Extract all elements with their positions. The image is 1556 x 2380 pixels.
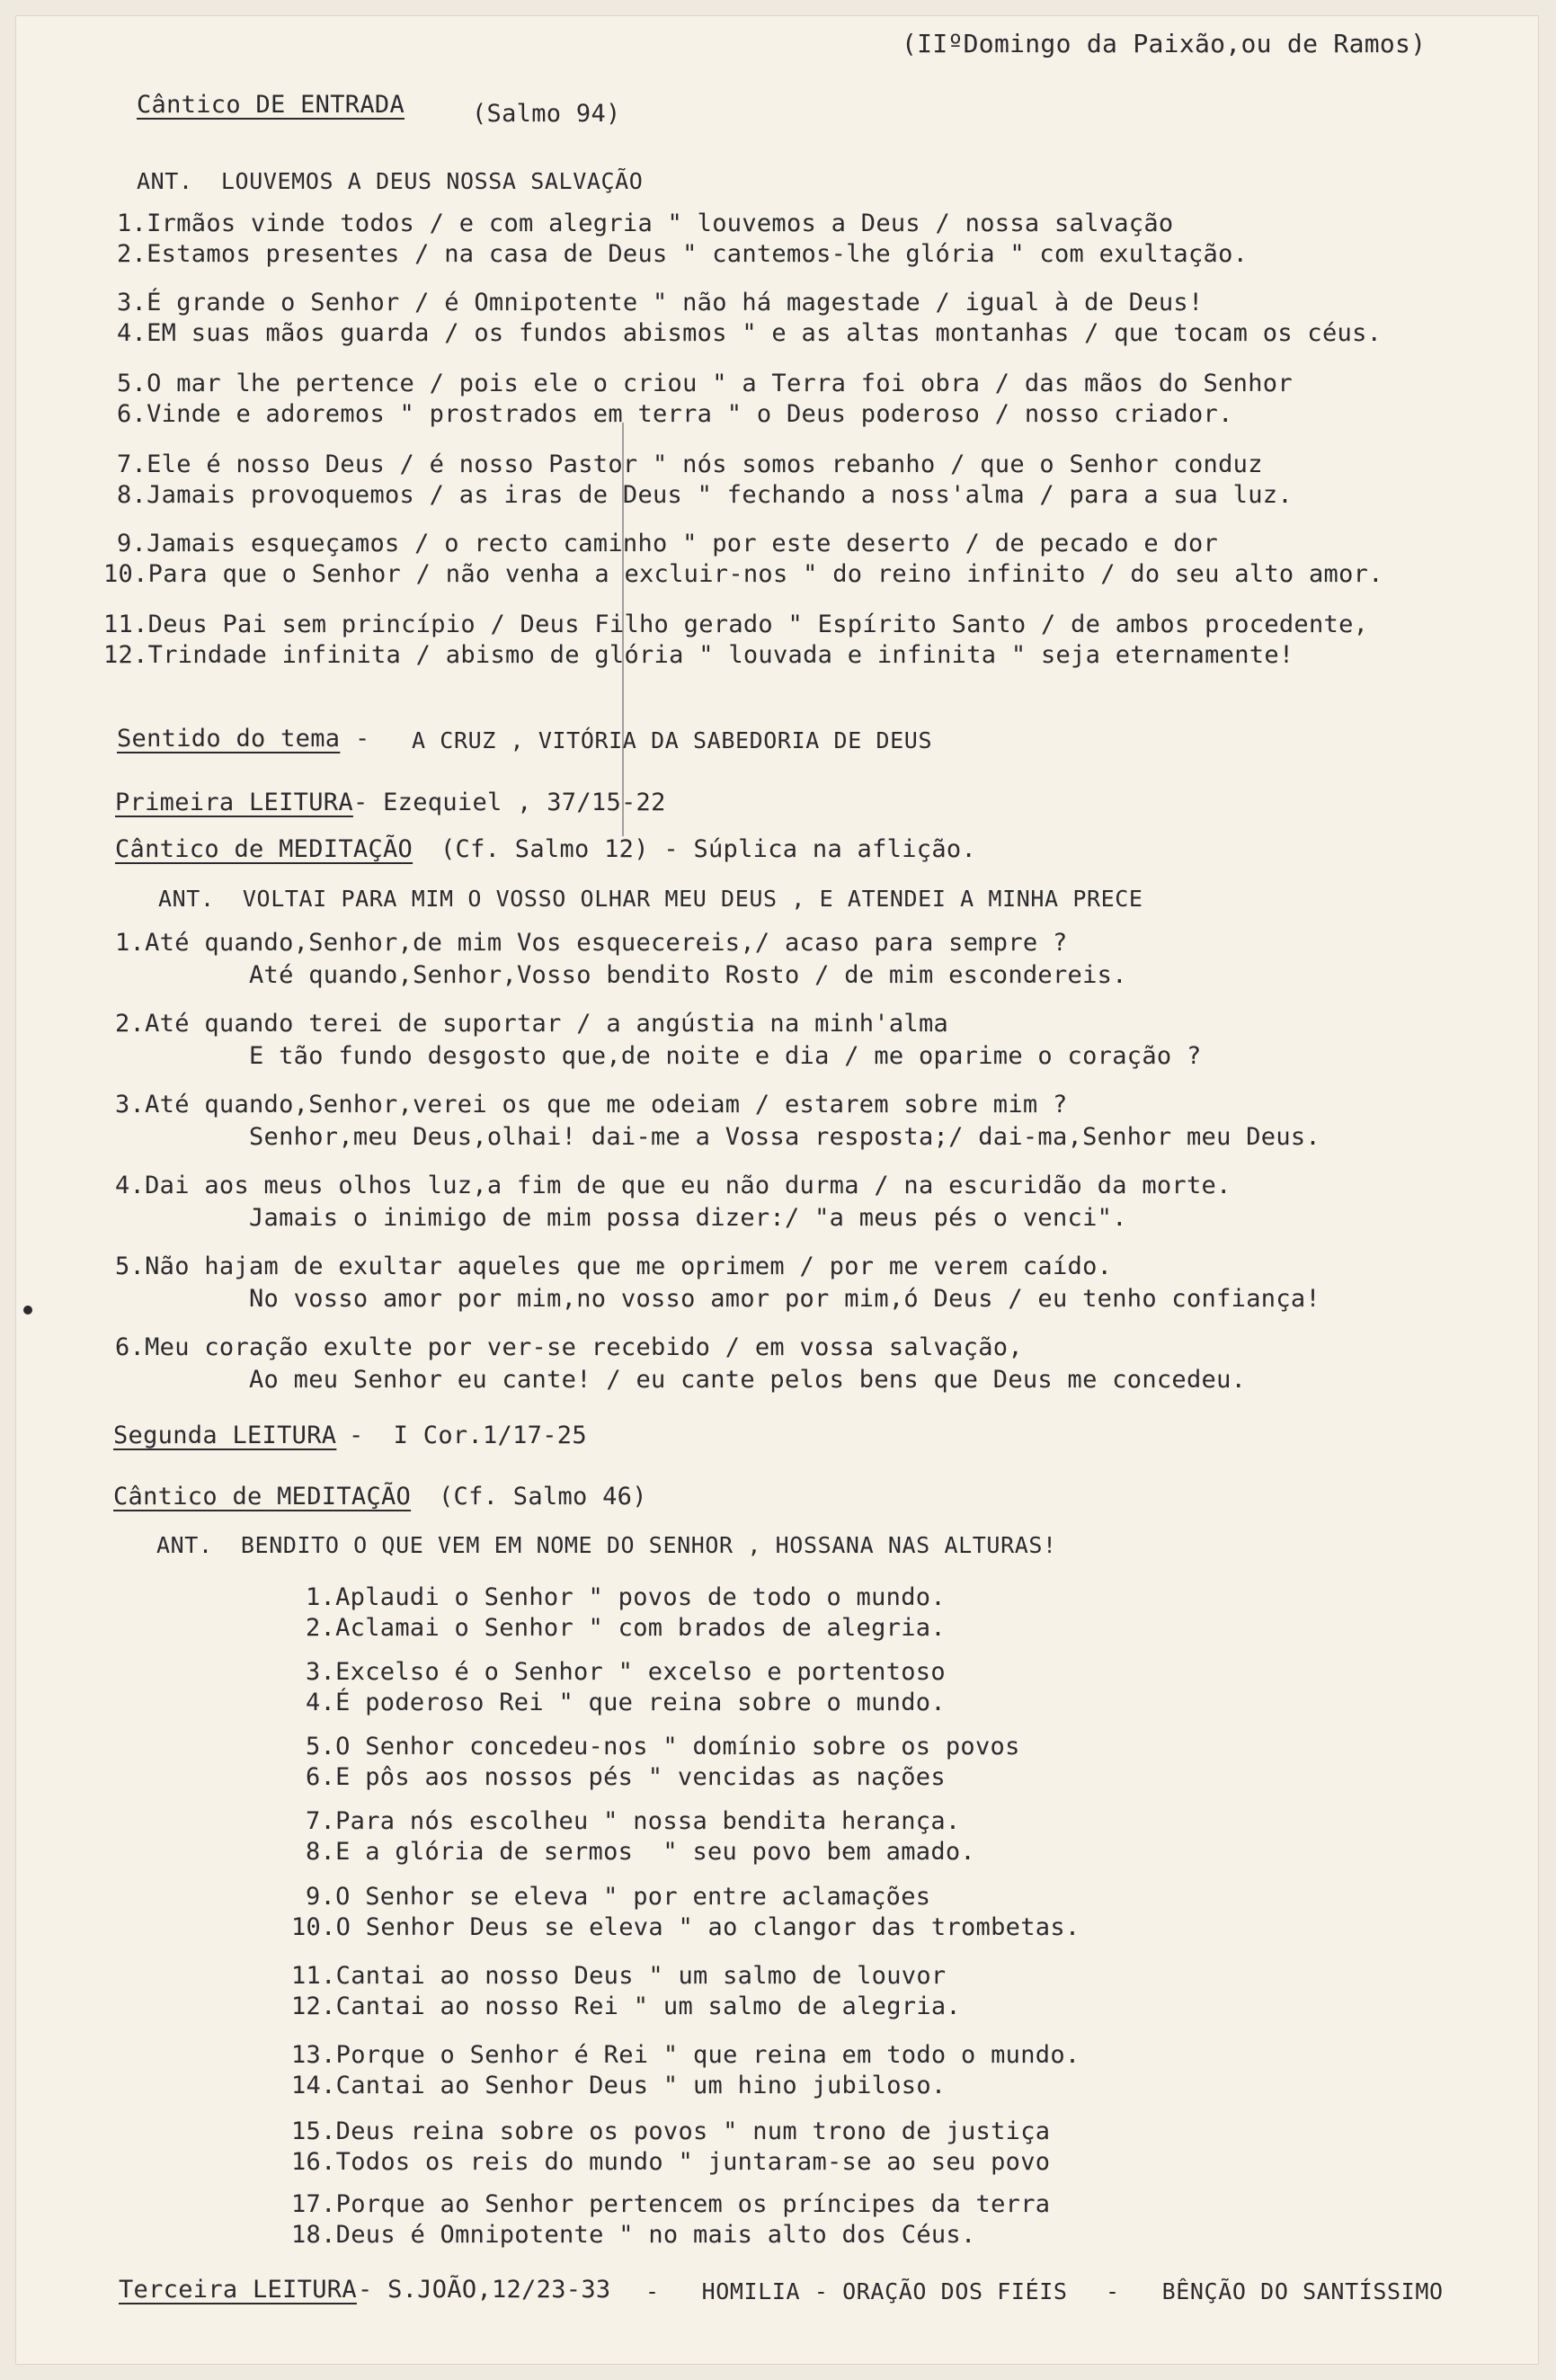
meditation1-label: Cântico de MEDITAÇÃO [115,835,413,863]
meditation1-antiphon: ANT. VOLTAI PARA MIM O VOSSO OLHAR MEU DEUS , E ATENDEI A MINHA PRECE [158,886,1143,912]
second-reading-label: Segunda LEITURA [113,1422,337,1449]
meditation2-antiphon: ANT. BENDITO O QUE VEM EM NOME DO SENHOR , HOSSANA NAS ALTURAS! [156,1532,1057,1558]
meditation2-verse: 17.Porque ao Senhor pertencem os príncipes da terra [291,2190,1051,2218]
ink-dot [23,1306,32,1315]
theme-dash: - [355,725,370,753]
meditation2-verse: 1.Aplaudi o Senhor " povos de todo o mundo. [306,1583,946,1611]
theme-text: A CRUZ , VITÓRIA DA SABEDORIA DE DEUS [412,727,933,753]
meditation1-verse: 1.Até quando,Senhor,de mim Vos esquecereis,/ acaso para sempre ? [115,929,1068,957]
meditation2-verse: 7.Para nós escolheu " nossa bendita herança. [306,1807,961,1835]
third-reading-ref: - S.JOÃO,12/23-33 [358,2276,611,2304]
meditation2-verse: 2.Aclamai o Senhor " com brados de alegria. [306,1614,946,1642]
entrance-verse: 8.Jamais provoquemos / as iras de Deus " fechando a noss'alma / para a sua luz. [117,481,1293,509]
third-reading-label: Terceira LEITURA [119,2276,357,2304]
meditation2-verse: 10.O Senhor Deus se eleva " ao clangor das trombetas. [291,1913,1080,1941]
occasion-title: (IIºDomingo da Paixão,ou de Ramos) [902,29,1427,58]
meditation2-verse: 15.Deus reina sobre os povos " num trono de justiça [291,2117,1051,2145]
meditation1-verse: E tão fundo desgosto que,de noite e dia / me oparime o coração ? [115,1042,1202,1070]
theme-label: Sentido do tema [117,725,341,753]
first-reading-label: Primeira LEITURA [115,789,353,816]
entrance-verse: 9.Jamais esqueçamos / o recto caminho " por este deserto / de pecado e dor [117,530,1219,557]
meditation2-verse: 14.Cantai ao Senhor Deus " um hino jubiloso. [291,2072,947,2099]
meditation2-verse: 18.Deus é Omnipotente " no mais alto dos Céus. [291,2221,976,2249]
entrance-verse: 1.Irmãos vinde todos / e com alegria " louvemos a Deus / nossa salvação [117,209,1174,237]
meditation2-verse: 12.Cantai ao nosso Rei " um salmo de alegria. [291,1992,961,2020]
entrance-verse: 4.EM suas mãos guarda / os fundos abismos " e as altas montanhas / que tocam os céus. [117,319,1383,347]
meditation1-verse: Senhor,meu Deus,olhai! dai-me a Vossa resposta;/ dai-ma,Senhor meu Deus. [115,1123,1320,1151]
meditation2-verse: 11.Cantai ao nosso Deus " um salmo de louvor [291,1962,947,1990]
entrance-verse: 12.Trindade infinita / abismo de glória " louvada e infinita " seja eternamente! [103,641,1294,669]
entrance-title: Cântico DE ENTRADA [137,91,405,119]
meditation2-verse: 5.O Senhor concedeu-nos " domínio sobre os povos [306,1733,1020,1760]
entrance-antiphon: ANT. LOUVEMOS A DEUS NOSSA SALVAÇÃO [137,168,644,194]
meditation1-verse: 3.Até quando,Senhor,verei os que me odeiam / estarem sobre mim ? [115,1091,1068,1119]
entrance-verse: 7.Ele é nosso Deus / é nosso Pastor " nós somos rebanho / que o Senhor conduz [117,450,1263,478]
first-reading-ref: - Ezequiel , 37/15-22 [353,789,666,816]
meditation2-verse: 13.Porque o Senhor é Rei " que reina em todo o mundo. [291,2041,1080,2069]
meditation1-verse: Ao meu Senhor eu cante! / eu cante pelos bens que Deus me concedeu. [115,1366,1247,1394]
blessing: - BÊNÇÃO DO SANTÍSSIMO [1106,2278,1444,2304]
entrance-verse: 3.É grande o Senhor / é Omnipotente " não há magestade / igual à de Deus! [117,289,1204,316]
meditation1-verse: Até quando,Senhor,Vosso bendito Rosto / de mim escondereis. [115,961,1127,989]
meditation1-verse: 6.Meu coração exulte por ver-se recebido / em vossa salvação, [115,1333,1023,1361]
meditation2-verse: 4.É poderoso Rei " que reina sobre o mundo. [306,1689,946,1716]
meditation1-verse: No vosso amor por mim,no vosso amor por mim,ó Deus / eu tenho confiança! [115,1285,1320,1313]
meditation2-verse: 16.Todos os reis do mundo " juntaram-se ao seu povo [291,2148,1051,2176]
meditation1-verse: Jamais o inimigo de mim possa dizer:/ "a meus pés o venci". [115,1204,1127,1232]
meditation1-verse: 5.Não hajam de exultar aqueles que me oprimem / por me verem caído. [115,1252,1113,1280]
meditation2-verse: 3.Excelso é o Senhor " excelso e portentoso [306,1658,946,1686]
meditation2-verse: 6.E pôs aos nossos pés " vencidas as nações [306,1763,946,1791]
entrance-psalm: (Salmo 94) [472,100,621,128]
meditation2-label: Cântico de MEDITAÇÃO [113,1483,412,1511]
entrance-verse: 6.Vinde e adoremos " prostrados em terra " o Deus poderoso / nosso criador. [117,400,1233,428]
second-reading-ref: - I Cor.1/17-25 [349,1422,587,1449]
meditation2-verse: 9.O Senhor se eleva " por entre aclamações [306,1883,931,1911]
entrance-verse: 10.Para que o Senhor / não venha a excluir-nos " do reino infinito / do seu alto amor. [103,560,1383,588]
entrance-verse: 11.Deus Pai sem princípio / Deus Filho gerado " Espírito Santo / de ambos procedente, [103,611,1369,638]
meditation1-verse: 4.Dai aos meus olhos luz,a fim de que eu não durma / na escuridão da morte. [115,1172,1231,1199]
homily-prayers: - HOMILIA - ORAÇÃO DOS FIÉIS [645,2278,1068,2304]
meditation1-ref: (Cf. Salmo 12) - Súplica na aflição. [440,835,976,863]
meditation1-verse: 2.Até quando terei de suportar / a angústia na minh'alma [115,1010,949,1038]
meditation2-ref: (Cf. Salmo 46) [439,1483,647,1511]
entrance-verse: 2.Estamos presentes / na casa de Deus " cantemos-lhe glória " com exultação. [117,240,1249,268]
entrance-verse: 5.O mar lhe pertence / pois ele o criou " a Terra foi obra / das mãos do Senhor [117,370,1293,397]
meditation2-verse: 8.E a glória de sermos " seu povo bem amado. [306,1838,975,1866]
